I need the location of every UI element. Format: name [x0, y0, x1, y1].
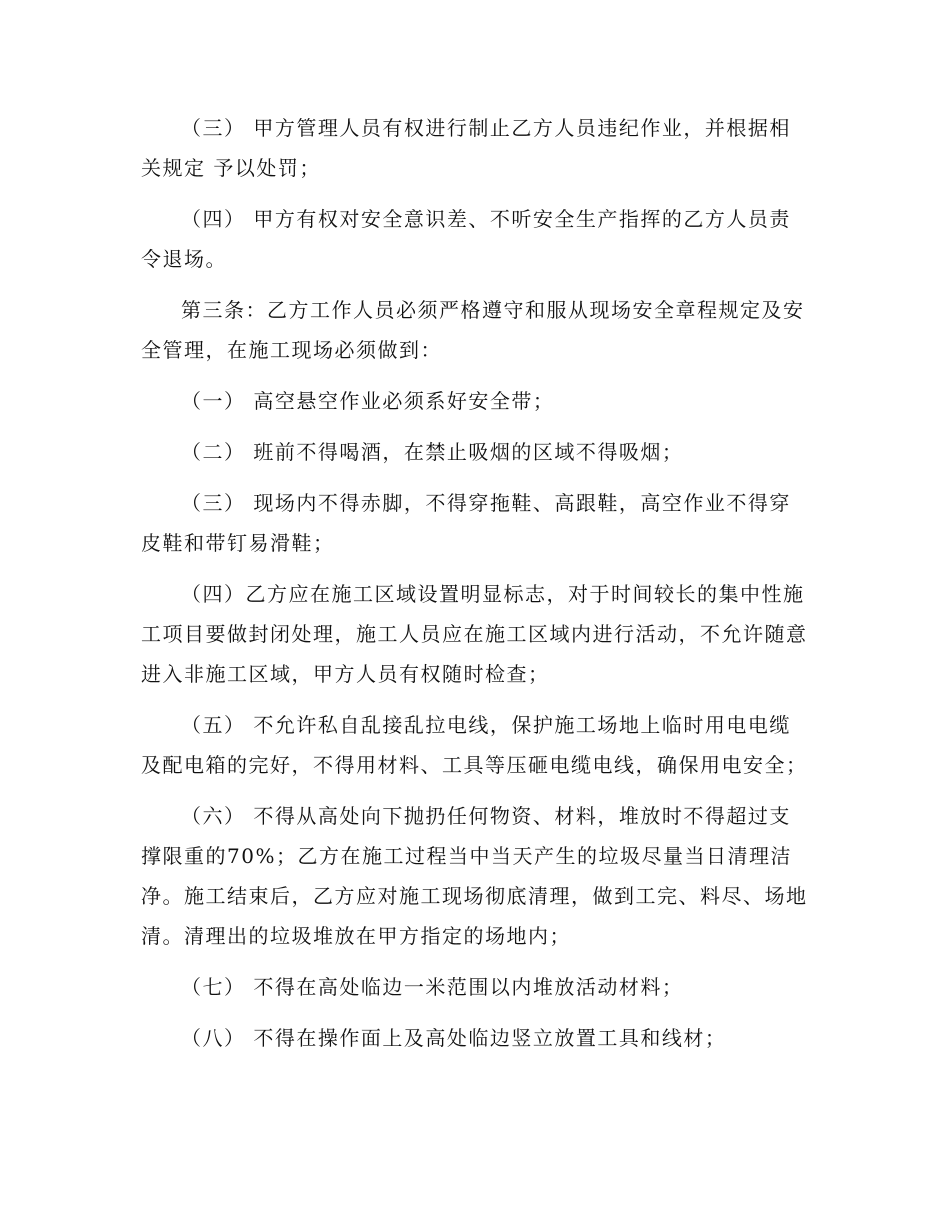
clause-paragraph: （二） 班前不得喝酒，在禁止吸烟的区域不得吸烟； [181, 440, 684, 464]
clause-paragraph: （一） 高空悬空作业必须系好安全带； [181, 389, 555, 413]
clause-paragraph: （四）乙方应在施工区域设置明显标志，对于时间较长的集中性施工项目要做封闭处理，施工人员应在施工区域内进行活动，不允许随意进入非施工区域，甲方人员有权随时检查； [141, 582, 808, 686]
document-body [141, 108, 811, 1069]
clause-paragraph: （六） 不得从高处向下抛扔任何物资、材料，堆放时不得超过支撑限重的70%；乙方在施工过程当中当天产生的垃圾尽量当日清理洁净。施工结束后，乙方应对施工现场彻底清理，做到工完、料尽、场地清。清理出的垃圾堆放在甲方指定的场地内； [141, 804, 808, 948]
clause-paragraph: （五） 不允许私自乱接乱拉电线，保护施工场地上临时用电电缆及配电箱的完好，不得用材料、工具等压砸电缆电线，确保用电安全； [141, 713, 808, 777]
article-heading-paragraph: 第三条：乙方工作人员必须严格遵守和服从现场安全章程规定及安全管理，在施工现场必须做到： [141, 298, 805, 362]
clause-paragraph: （八） 不得在操作面上及高处临边竖立放置工具和线材； [181, 1026, 727, 1050]
clause-paragraph: （三） 甲方管理人员有权进行制止乙方人员违纪作业，并根据相关规定 予以处罚； [141, 116, 791, 180]
clause-paragraph: （三） 现场内不得赤脚，不得穿拖鞋、高跟鞋，高空作业不得穿皮鞋和带钉易滑鞋； [141, 491, 791, 555]
clause-paragraph: （七） 不得在高处临边一米范围以内堆放活动材料； [181, 975, 684, 999]
clause-paragraph: （四） 甲方有权对安全意识差、不听安全生产指挥的乙方人员责令退场。 [141, 207, 791, 271]
